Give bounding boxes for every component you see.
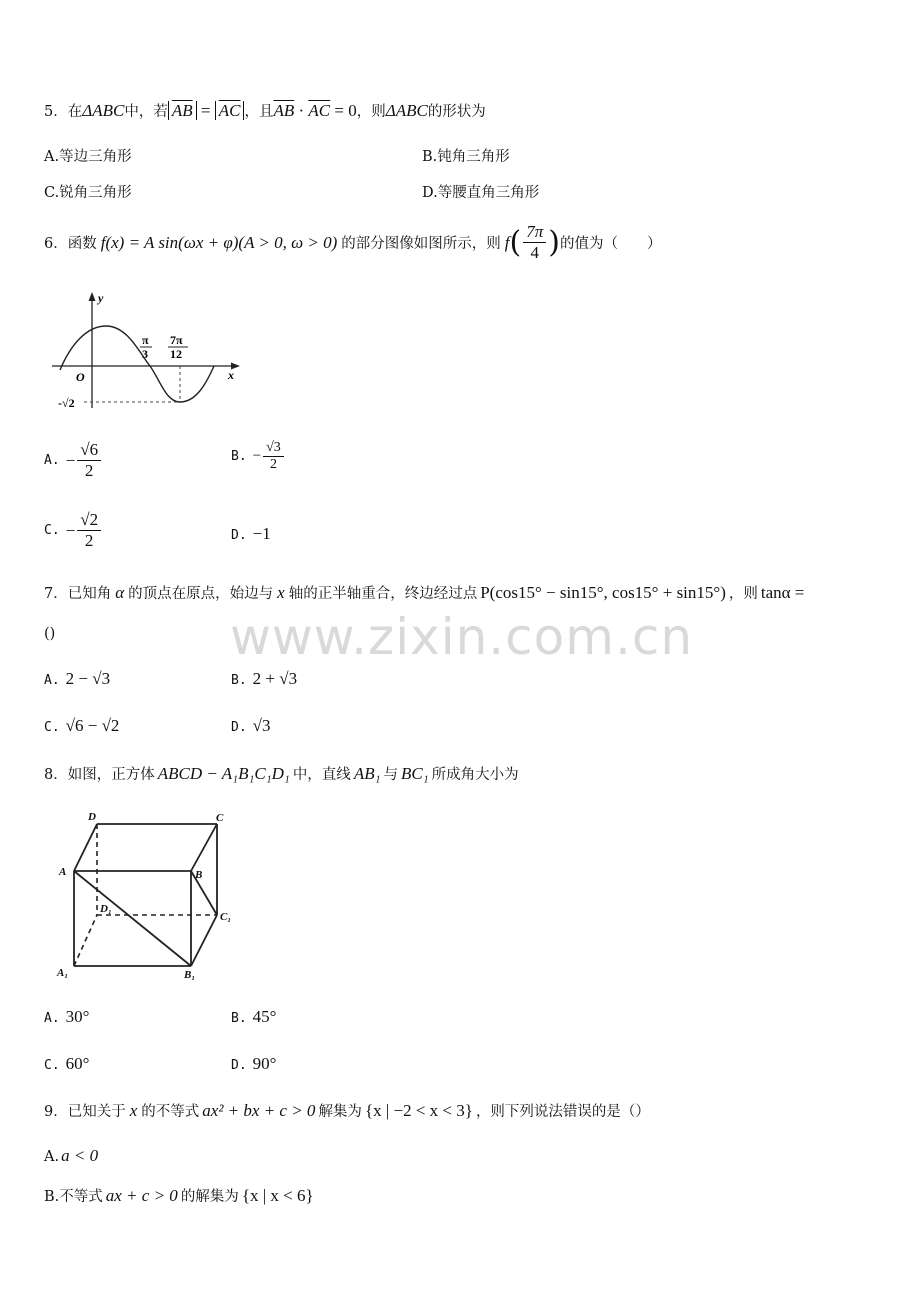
q6-option-d[interactable] [231,524,271,544]
q7-option-b-value: 2 + √3 [252,669,298,688]
q7-option-d[interactable] [231,716,271,736]
q6-stem [44,222,661,263]
q9-x: x [129,1101,138,1120]
q6-sine-graph [48,288,248,413]
q5-text-3: ，且 [244,104,274,120]
q6-text-1: 函数 [67,236,97,252]
q8-text-3: 与 [383,767,398,783]
q8-option-b[interactable] [231,1007,276,1027]
q7-text-2: 的顶点在原点，始边与 [128,586,274,602]
q6-option-c-label: C. [44,523,60,538]
q9-solution-set: {x | −2 < x < 3} [364,1101,473,1120]
q9-option-a-label: A. [44,1149,60,1165]
q6-option-b[interactable] [231,440,286,473]
q7-option-b[interactable] [231,669,297,689]
q8-option-d[interactable] [231,1054,276,1074]
q7-option-d-value: √3 [252,716,271,735]
q6-pi3-numerator: π [142,333,149,347]
q6-pi712-numerator: 7π [170,333,183,347]
q5-text-4: ，则 [356,104,386,120]
q6-option-d-label: D. [231,528,247,543]
q8-edge-b1c1 [191,915,217,966]
q8-option-a-value: 30° [65,1007,90,1026]
q7-option-a-value: 2 − √3 [65,669,111,688]
q8-option-d-value: 90° [252,1054,277,1073]
q6-min-label: -√2 [58,396,75,410]
q7-tan: tanα = [760,583,805,602]
q5-option-a[interactable]: A.等边三角形 [44,149,132,165]
q5-vector-ab: $\overline{AB}$ [171,101,193,120]
q8-number: 8． [44,767,68,783]
q7-option-c-value: √6 − √2 [65,716,120,735]
q5-triangle-abc: ΔABC [82,101,125,120]
q6-option-b-sign: − [252,448,262,464]
q8-label-b: B [195,869,203,881]
q6-formula: f(x) = A sin(ωx + φ)(A > 0, ω > 0) [100,232,338,252]
q5-text-5: 的形状为 [427,104,486,120]
q9-option-b-text: 的解集为 [180,1189,239,1205]
q8-text-2: 中，直线 [292,767,351,783]
q5-equals: = [196,101,215,120]
q6-option-a-numerator: √6 [77,440,101,461]
q5-vector-ac: $\overline{AC}$ [218,101,241,120]
q7-option-d-label: D. [231,720,247,735]
q5-number: 5． [44,104,68,120]
q7-text-4: ，则 [728,586,758,602]
q6-pi712-denominator: 12 [170,347,182,361]
q5-vector-ab-2: $\overline{AB}$ [273,101,295,120]
q9-text-1: 已知关于 [67,1104,126,1120]
q6-f: f [504,232,510,252]
q8-text-1: 如图，正方体 [67,767,155,783]
q5-stem [44,100,486,121]
q8-label-a: A [59,866,67,878]
q6-option-c[interactable] [44,510,103,551]
q6-y-label: y [98,291,104,305]
q6-option-b-numerator: √3 [263,440,284,457]
q8-option-c[interactable] [44,1054,89,1074]
q5-abs-ab [168,101,197,120]
q9-inequality: ax² + bx + c > 0 [202,1101,316,1120]
q5-abs-ac [215,101,245,120]
q5-option-b[interactable]: B.钝角三角形 [422,149,510,165]
q9-option-b-label: B.不等式 [44,1189,103,1205]
q7-option-c-label: C. [44,720,60,735]
q8-label-c1: C₁ [220,911,232,923]
q6-option-a-label: A. [44,453,60,468]
q6-option-c-fraction [77,510,101,551]
q6-option-b-denominator: 2 [269,457,277,472]
q6-option-c-denominator: 2 [84,531,94,550]
q5-vector-ac-2: $\overline{AC}$ [308,101,331,120]
q8-option-a-label: A. [44,1011,60,1026]
q9-option-b[interactable] [44,1185,314,1206]
q6-pi3-denominator: 3 [142,347,148,361]
q5-equals-zero: = 0 [330,101,357,120]
q9-number: 9． [44,1104,68,1120]
q8-label-c: C [216,812,224,824]
q7-alpha: α [115,583,125,602]
q8-option-c-value: 60° [65,1054,90,1073]
q6-option-a-denominator: 2 [84,461,94,480]
q5-text-1: 在 [67,104,83,120]
q7-stem [44,582,804,603]
q8-option-a[interactable] [44,1007,89,1027]
q8-label-d: D [88,811,96,823]
q8-option-b-value: 45° [252,1007,277,1026]
q6-x-label: x [228,368,234,382]
q6-option-c-numerator: √2 [77,510,101,531]
q7-x: x [277,583,285,602]
q9-option-a[interactable] [44,1146,98,1166]
watermark: www.zixin.com.cn [230,608,694,666]
q9-text-2: 的不等式 [141,1104,200,1120]
q7-answer-blank: () [44,626,56,642]
q6-option-a-fraction [77,440,101,481]
q7-point: P(cos15° − sin15°, cos15° + sin15°) [480,583,726,602]
q5-text-2: 中，若 [124,104,168,120]
q6-sine-curve [60,326,214,402]
q6-fraction [523,222,546,263]
q6-option-d-value: −1 [252,524,271,543]
q6-option-b-fraction [263,440,284,473]
q9-option-a-value: a < 0 [61,1146,99,1165]
q9-stem [44,1100,650,1121]
q6-left-paren: ( [509,225,522,260]
q6-option-c-sign: − [65,520,76,540]
q7-number: 7． [44,586,68,602]
q6-origin-label: O [76,370,85,384]
q6-fraction-numerator: 7π [523,222,546,243]
q8-option-d-label: D. [231,1058,247,1073]
q6-text-2: 的部分图像如图所示，则 [341,236,501,252]
q5-triangle-abc-2: ΔABC [385,101,428,120]
q5-dot: · [294,101,309,120]
q6-y-arrow-icon [89,292,96,301]
q8-cube-diagram [52,808,242,983]
q7-option-a-label: A. [44,673,60,688]
q8-cube-name: ABCD − A₁B₁C₁D₁ [157,764,290,783]
q8-text-4: 所成角大小为 [431,767,519,783]
q8-label-a1: A₁ [57,967,69,979]
q6-fraction-denominator: 4 [530,243,539,262]
q5-option-c[interactable]: C.锐角三角形 [44,185,132,201]
q7-option-b-label: B. [231,673,247,688]
q7-option-c[interactable] [44,716,119,736]
q7-text-1: 已知角 [67,586,112,602]
q8-label-d1: D₁ [100,903,112,915]
q9-option-b-inequality: ax + c > 0 [105,1186,178,1205]
q8-option-c-label: C. [44,1058,60,1073]
q6-option-b-label: B. [231,449,247,464]
q7-option-a[interactable] [44,669,110,689]
q8-diagonal-ab1 [74,871,191,966]
q5-option-d[interactable]: D.等腰直角三角形 [422,185,540,201]
q7-text-3: 轴的正半轴重合，终边经过点 [288,586,478,602]
q8-option-b-label: B. [231,1011,247,1026]
q8-label-b1: B₁ [184,969,196,981]
q8-line-ab1: AB₁ [353,764,381,783]
q8-line-bc1: BC₁ [401,764,429,783]
q6-number: 6． [44,236,68,252]
q9-text-4: ，则下列说法错误的是（） [475,1104,650,1120]
q9-text-3: 解集为 [318,1104,362,1120]
q8-edge-ad [74,824,97,871]
q6-option-a-sign: − [65,450,76,470]
q9-option-b-set: {x | x < 6} [241,1186,314,1205]
q6-text-3: 的值为（ ） [559,236,662,252]
q6-option-a[interactable] [44,440,103,481]
q8-edge-a1d1 [74,915,97,966]
q8-stem [44,763,519,784]
q6-right-paren: ) [548,225,560,260]
q8-edge-bc [191,824,217,871]
